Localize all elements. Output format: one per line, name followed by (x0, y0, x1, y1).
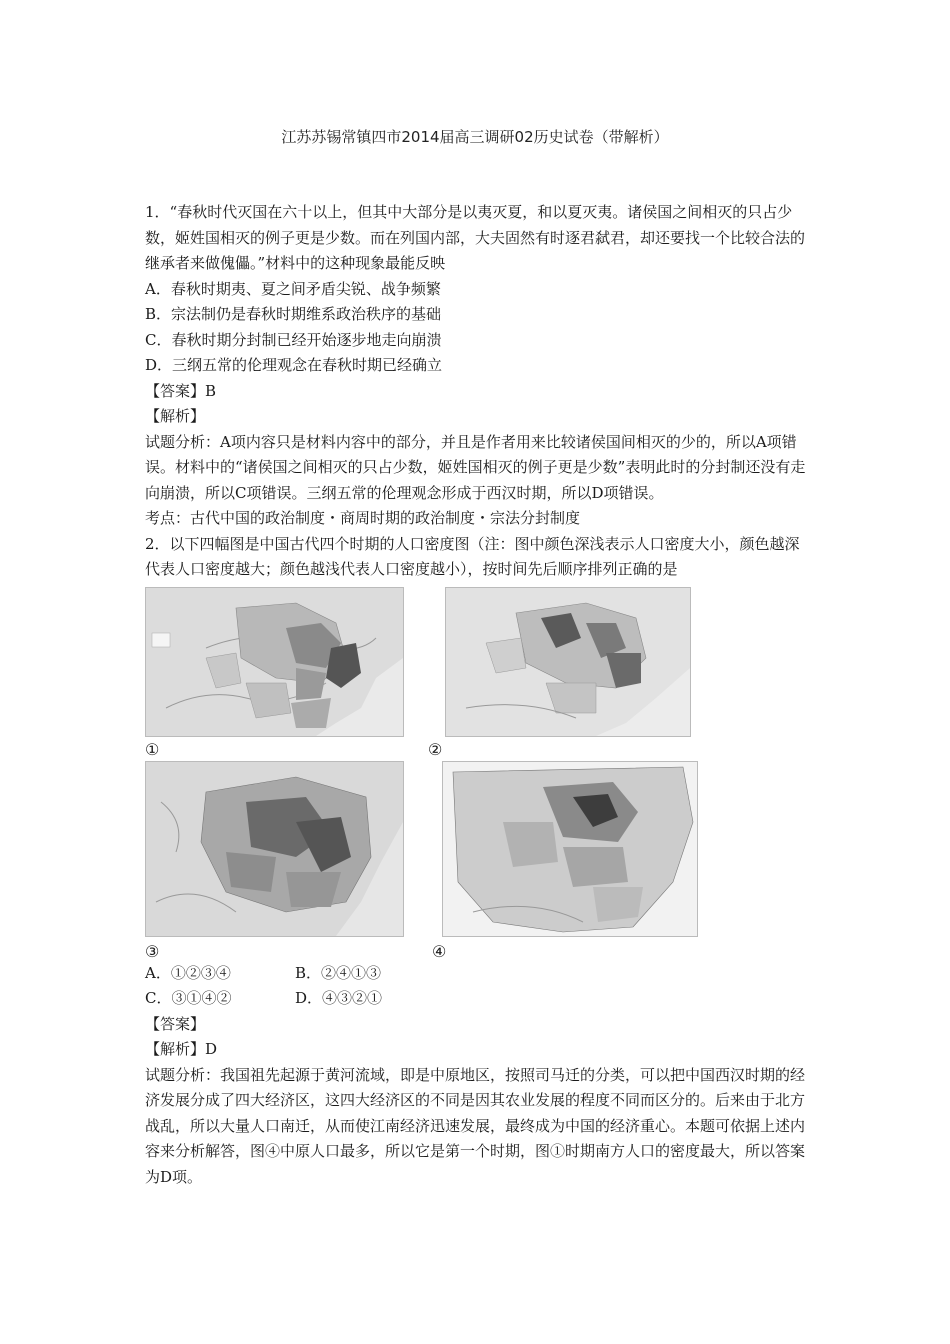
map-label-1: ① (145, 739, 160, 759)
q1-kaodian: 考点：古代中国的政治制度・商周时期的政治制度・宗法分封制度 (145, 509, 581, 527)
q2-analysis-label: 【解析】D (145, 1040, 218, 1058)
map-image-2 (445, 587, 691, 737)
q2-answer: 【答案】 (145, 1014, 206, 1033)
population-density-maps (145, 587, 810, 959)
q1-option-b: B．宗法制仍是春秋时期维系政治秩序的基础 (145, 305, 442, 323)
q2-option-a: A．①②③④ (145, 963, 231, 982)
q1-analysis-label: 【解析】 (145, 407, 206, 425)
q1-option-c: C．春秋时期分封制已经开始逐步地走向崩溃 (145, 330, 442, 349)
q2-analysis: 试题分析：我国祖先起源于黄河流域，即是中原地区，按照司马迁的分类，可以把中国西汉时期的经济发展分成了四大经济区，这四大经济区的不同是因其农业发展的程度不同而区分的。后来由于北方战乱，所以大量人口南迁，从而使江南经济迅速发展，最终成为中国的经济重心。本题可依据上述内容来分析解答，图④中原人口最多，所以它是第一个时期，图①时期南方人口的密度最大，所以答案为D项。 (145, 1065, 806, 1186)
q2-options-row-2 (145, 986, 810, 1012)
q1-analysis: 试题分析：A项内容只是材料内容中的部分，并且是作者用来比较诸侯国间相灭的少的，所以A项错误。材料中的“诸侯国之间相灭的只占少数，姬姓国相灭的例子更是少数”表明此时的分封制还没有走向崩溃，所以C项错误。三纲五常的伦理观念形成于西汉时期，所以D项错误。 (145, 432, 806, 502)
map-label-3: ③ (145, 941, 160, 961)
document-body (145, 200, 810, 1190)
q2-stem: 2．以下四幅图是中国古代四个时期的人口密度图（注：图中颜色深浅表示人口密度大小，颜色越深代表人口密度越大；颜色越浅代表人口密度越小），按时间先后顺序排列正确的是 (145, 534, 800, 578)
q1-option-d: D．三纲五常的伦理观念在春秋时期已经确立 (145, 356, 443, 374)
q2-option-c: C．③①④② (145, 989, 232, 1007)
q2-options-row-1 (145, 961, 810, 987)
document-title: 江苏苏锡常镇四市2014届高三调研02历史试卷（带解析） (281, 128, 669, 146)
map-image-3 (145, 761, 404, 937)
map-image-4 (442, 761, 698, 937)
map-image-1 (145, 587, 404, 737)
q2-option-d: D．④③②① (295, 989, 383, 1007)
map-label-4: ④ (432, 941, 447, 961)
q1-stem: 1．“春秋时代灭国在六十以上，但其中大部分是以夷灭夏，和以夏灭夷。诸侯国之间相灭的只占少数，姬姓国相灭的例子更是少数。而在列国内部，大夫固然有时逐君弑君，却还要找一个比较合法的继承者来做傀儡。”材料中的这种现象最能反映 (145, 203, 806, 272)
map-label-2: ② (428, 739, 443, 759)
q1-answer: 【答案】B (145, 381, 217, 400)
q1-option-a: A．春秋时期夷、夏之间矛盾尖锐、战争频繁 (145, 279, 441, 298)
q2-option-b: B．②④①③ (295, 963, 382, 982)
